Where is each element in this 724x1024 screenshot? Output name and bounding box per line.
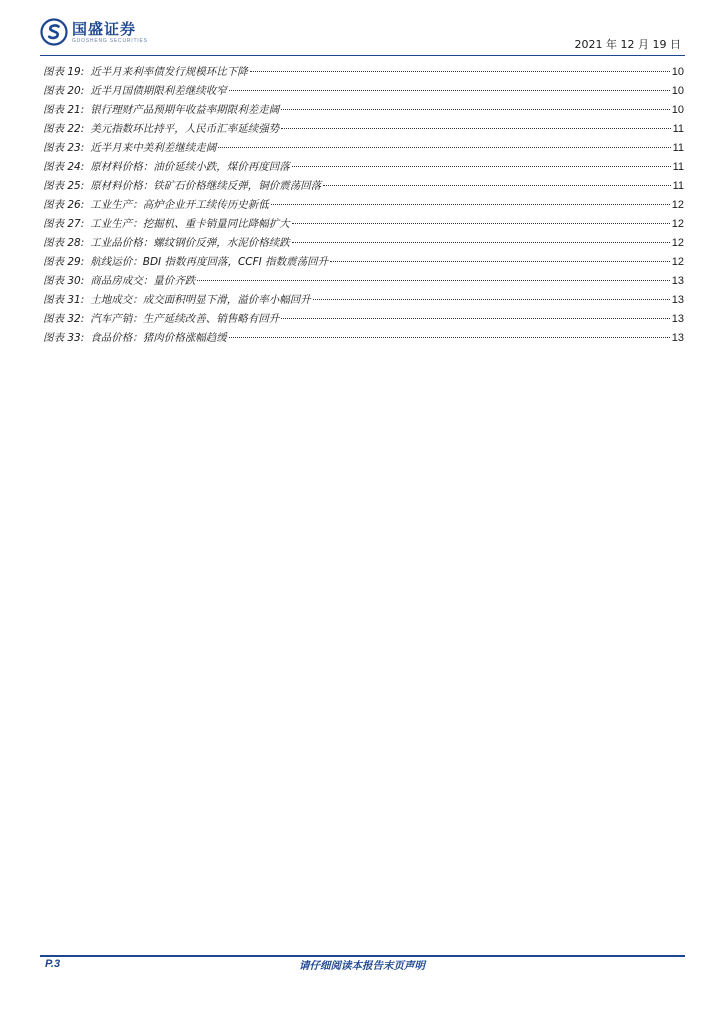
toc-page-number: 10	[671, 104, 684, 116]
toc-entry[interactable]	[43, 291, 684, 310]
page-number: P.3	[45, 958, 61, 970]
toc-page-number: 12	[671, 199, 684, 211]
toc-page-number: 12	[671, 237, 684, 249]
report-date: 2021 年 12 月 19 日	[574, 38, 681, 51]
toc-dot-leader	[229, 90, 670, 91]
toc-dot-leader	[197, 280, 670, 281]
toc-entry[interactable]	[43, 63, 684, 82]
toc-figure-number: 图表 27:	[43, 218, 85, 230]
toc-dot-leader	[292, 166, 671, 167]
toc-figure-number: 图表 24:	[43, 161, 85, 173]
toc-page-number: 11	[672, 180, 684, 192]
toc-page-number: 11	[672, 123, 684, 135]
toc-page-number: 13	[671, 275, 684, 287]
toc-figure-number: 图表 19:	[43, 66, 85, 78]
toc-figure-number: 图表 30:	[43, 275, 85, 287]
toc-entry[interactable]	[43, 234, 684, 253]
toc-figure-title: 近半月来中美利差继续走阔	[90, 142, 217, 154]
toc-entry[interactable]	[43, 215, 684, 234]
toc-figure-title: 汽车产销：生产延续改善、销售略有回升	[90, 313, 280, 325]
toc-entry[interactable]	[43, 253, 684, 272]
toc-figure-title: 近半月来利率债发行规模环比下降	[90, 66, 248, 78]
toc-entry[interactable]	[43, 158, 684, 177]
toc-dot-leader	[292, 242, 670, 243]
toc-figure-title: 原材料价格：铁矿石价格继续反弹，铜价震荡回落	[90, 180, 322, 192]
toc-entry[interactable]	[43, 101, 684, 120]
toc-figure-title: 美元指数环比持平，人民币汇率延续强势	[90, 123, 280, 135]
toc-page-number: 11	[672, 161, 684, 173]
toc-figure-title: 食品价格：猪肉价格涨幅趋缓	[90, 332, 227, 344]
toc-figure-title: 土地成交：成交面积明显下滑，溢价率小幅回升	[90, 294, 311, 306]
guosheng-logo-icon	[40, 18, 68, 46]
toc-dot-leader	[323, 185, 670, 186]
toc-figure-number: 图表 25:	[43, 180, 85, 192]
toc-entry[interactable]	[43, 177, 684, 196]
brand-logo	[40, 18, 148, 46]
toc-entry[interactable]	[43, 120, 684, 139]
toc-page-number: 13	[671, 294, 684, 306]
toc-dot-leader	[271, 204, 670, 205]
toc-figure-title: 原材料价格：油价延续小跌，煤价再度回落	[90, 161, 290, 173]
toc-dot-leader	[218, 147, 670, 148]
toc-page-number: 10	[671, 85, 684, 97]
toc-figure-number: 图表 26:	[43, 199, 85, 211]
toc-figure-number: 图表 28:	[43, 237, 85, 249]
toc-page-number: 12	[671, 256, 684, 268]
toc-figure-number: 图表 32:	[43, 313, 85, 325]
toc-entry[interactable]	[43, 310, 684, 329]
toc-figure-number: 图表 31:	[43, 294, 85, 306]
toc-figure-number: 图表 33:	[43, 332, 85, 344]
toc-figure-number: 图表 23:	[43, 142, 85, 154]
brand-name: 国盛证券	[72, 19, 137, 38]
toc-entry[interactable]	[43, 329, 684, 348]
page-header	[40, 18, 685, 54]
figure-index-list	[43, 63, 684, 348]
toc-entry[interactable]	[43, 139, 684, 158]
toc-dot-leader	[250, 71, 670, 72]
toc-dot-leader	[292, 223, 670, 224]
toc-entry[interactable]	[43, 82, 684, 101]
toc-dot-leader	[281, 128, 670, 129]
header-divider	[40, 55, 685, 56]
toc-dot-leader	[330, 261, 670, 262]
toc-figure-title: 近半月国债期限利差继续收窄	[90, 85, 227, 97]
disclaimer-note: 请仔细阅读本报告末页声明	[299, 960, 425, 972]
toc-page-number: 12	[671, 218, 684, 230]
toc-figure-title: 航线运价：BDI 指数再度回落，CCFI 指数震荡回升	[90, 256, 329, 268]
toc-dot-leader	[229, 337, 670, 338]
toc-dot-leader	[281, 109, 670, 110]
toc-entry[interactable]	[43, 196, 684, 215]
toc-figure-title: 工业品价格：螺纹钢价反弹，水泥价格续跌	[90, 237, 290, 249]
toc-dot-leader	[313, 299, 670, 300]
toc-figure-title: 银行理财产品预期年收益率期限利差走阔	[90, 104, 280, 116]
toc-figure-number: 图表 22:	[43, 123, 85, 135]
toc-figure-number: 图表 21:	[43, 104, 85, 116]
toc-figure-title: 工业生产：高炉企业开工续传历史新低	[90, 199, 269, 211]
toc-page-number: 13	[671, 332, 684, 344]
toc-figure-title: 工业生产：挖掘机、重卡销量同比降幅扩大	[90, 218, 290, 230]
brand-subtitle: GUOSHENG SECURITIES	[72, 37, 148, 44]
toc-figure-number: 图表 29:	[43, 256, 85, 268]
toc-figure-number: 图表 20:	[43, 85, 85, 97]
toc-page-number: 11	[672, 142, 684, 154]
toc-page-number: 13	[671, 313, 684, 325]
toc-figure-title: 商品房成交：量价齐跌	[90, 275, 196, 287]
toc-entry[interactable]	[43, 272, 684, 291]
footer-divider	[40, 955, 685, 957]
toc-dot-leader	[281, 318, 670, 319]
toc-page-number: 10	[671, 66, 684, 78]
